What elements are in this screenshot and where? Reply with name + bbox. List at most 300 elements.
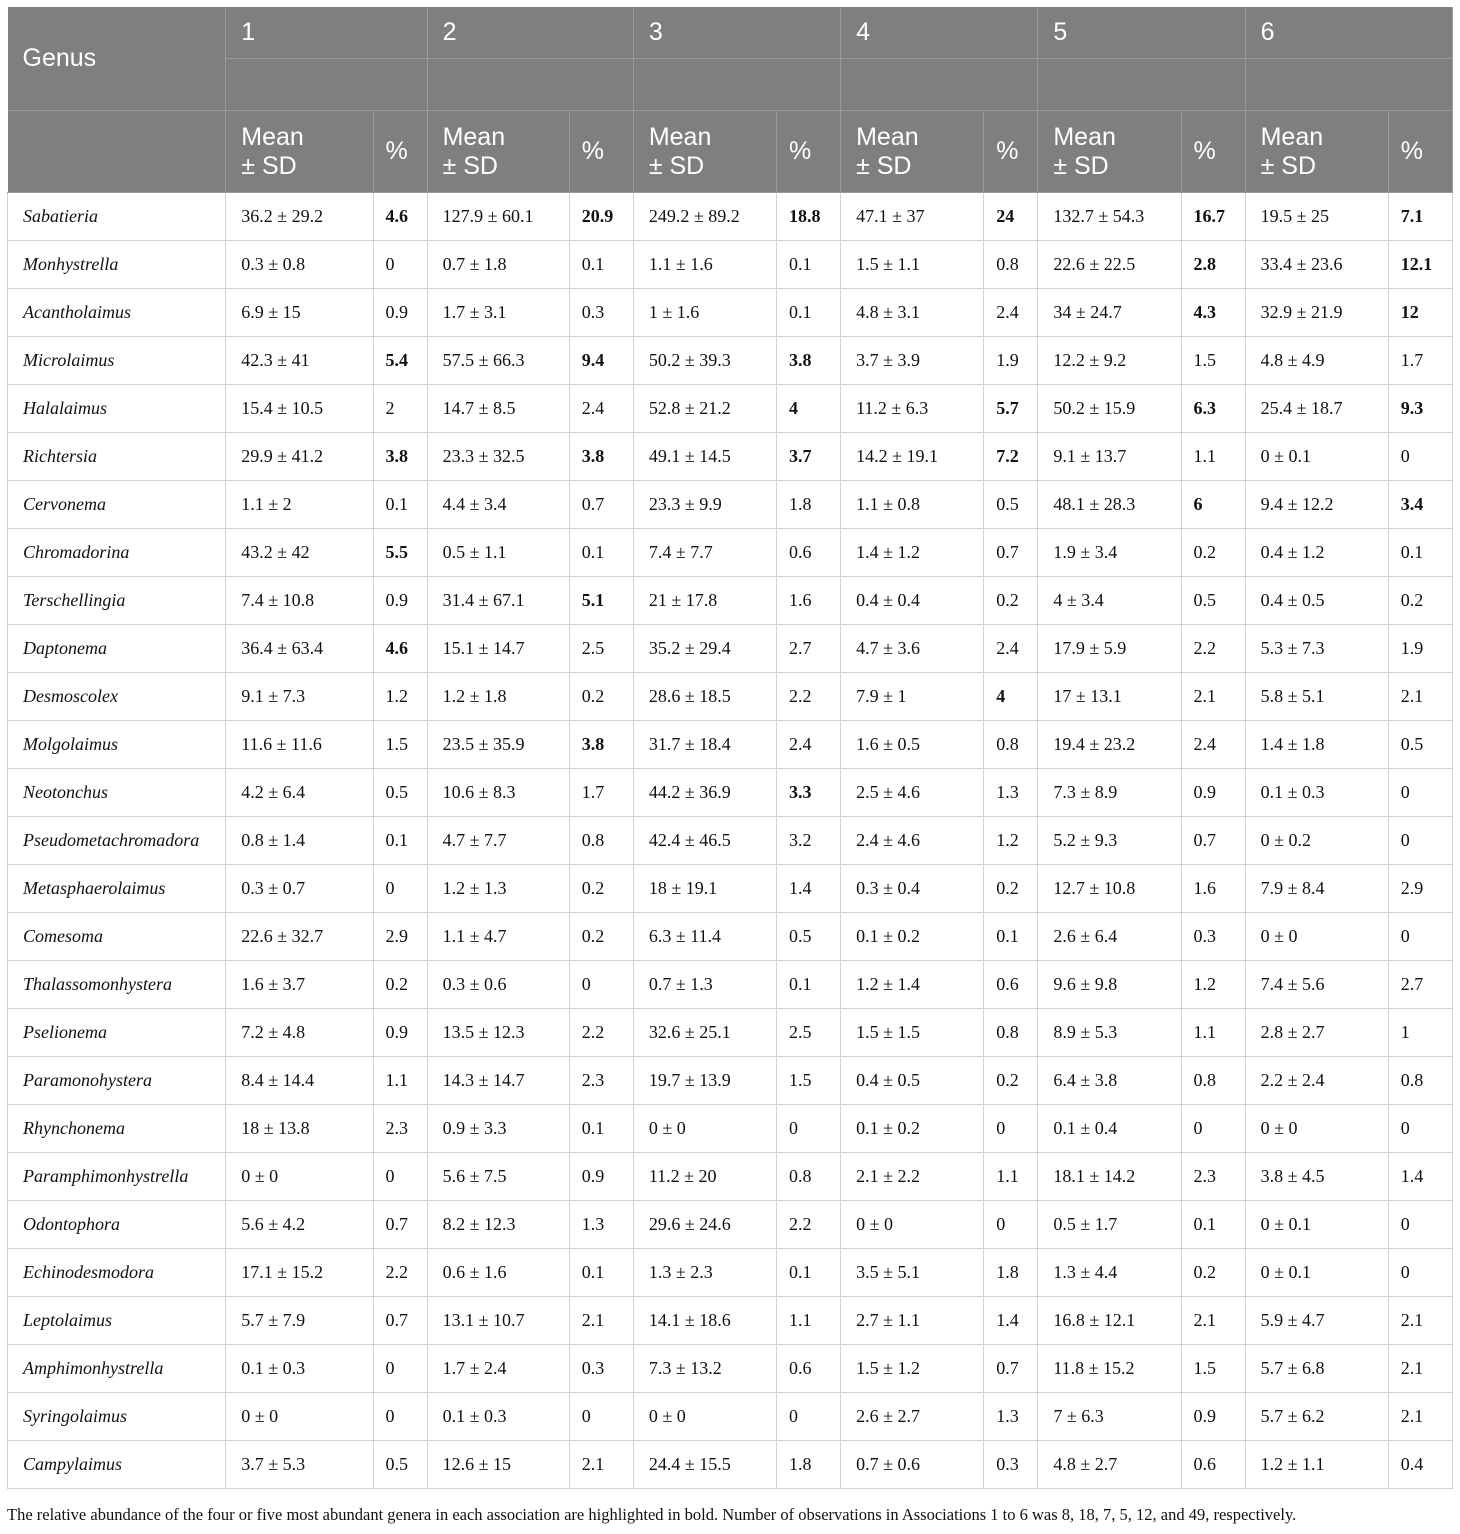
percent-cell: 0.1 bbox=[373, 481, 427, 529]
percent-cell: 0.8 bbox=[777, 1153, 841, 1201]
genus-cell: Cervonema bbox=[8, 481, 226, 529]
mean-sd-cell: 52.8 ± 21.2 bbox=[633, 385, 776, 433]
percent-cell: 0.3 bbox=[984, 1441, 1038, 1489]
percent-cell: 9.4 bbox=[569, 337, 633, 385]
percent-cell: 0.8 bbox=[984, 1009, 1038, 1057]
mean-sd-cell: 7.9 ± 1 bbox=[841, 673, 984, 721]
mean-sd-cell: 9.1 ± 7.3 bbox=[226, 673, 373, 721]
association-header: 6 bbox=[1245, 7, 1452, 59]
percent-cell: 0 bbox=[1181, 1105, 1245, 1153]
percent-cell: 0.5 bbox=[373, 1441, 427, 1489]
percent-cell: 0.3 bbox=[1181, 913, 1245, 961]
table-row bbox=[8, 1345, 1453, 1393]
mean-sd-cell: 0.6 ± 1.6 bbox=[427, 1249, 569, 1297]
table-row bbox=[8, 961, 1453, 1009]
mean-sd-cell: 19.7 ± 13.9 bbox=[633, 1057, 776, 1105]
header-spacer bbox=[633, 59, 840, 111]
mean-sd-cell: 132.7 ± 54.3 bbox=[1038, 193, 1181, 241]
mean-sd-cell: 1.7 ± 2.4 bbox=[427, 1345, 569, 1393]
mean-sd-cell: 0.3 ± 0.8 bbox=[226, 241, 373, 289]
percent-cell: 0 bbox=[984, 1105, 1038, 1153]
mean-sd-cell: 0.1 ± 0.2 bbox=[841, 1105, 984, 1153]
table-row bbox=[8, 1105, 1453, 1153]
mean-sd-header: Mean ± SD bbox=[427, 111, 569, 193]
mean-sd-cell: 2.2 ± 2.4 bbox=[1245, 1057, 1388, 1105]
mean-sd-cell: 44.2 ± 36.9 bbox=[633, 769, 776, 817]
mean-sd-cell: 11.6 ± 11.6 bbox=[226, 721, 373, 769]
percent-cell: 3.2 bbox=[777, 817, 841, 865]
table-row bbox=[8, 673, 1453, 721]
mean-sd-cell: 0.7 ± 0.6 bbox=[841, 1441, 984, 1489]
mean-sd-cell: 0.1 ± 0.4 bbox=[1038, 1105, 1181, 1153]
mean-sd-cell: 23.5 ± 35.9 bbox=[427, 721, 569, 769]
percent-cell: 16.7 bbox=[1181, 193, 1245, 241]
percent-cell: 3.8 bbox=[777, 337, 841, 385]
mean-sd-cell: 12.6 ± 15 bbox=[427, 1441, 569, 1489]
table-row bbox=[8, 385, 1453, 433]
percent-cell: 2.1 bbox=[1388, 1297, 1452, 1345]
percent-cell: 1.1 bbox=[777, 1297, 841, 1345]
percent-cell: 2.4 bbox=[984, 289, 1038, 337]
mean-sd-cell: 35.2 ± 29.4 bbox=[633, 625, 776, 673]
percent-cell: 9.3 bbox=[1388, 385, 1452, 433]
percent-cell: 0.9 bbox=[373, 1009, 427, 1057]
genus-cell: Neotonchus bbox=[8, 769, 226, 817]
mean-sd-cell: 249.2 ± 89.2 bbox=[633, 193, 776, 241]
percent-cell: 3.4 bbox=[1388, 481, 1452, 529]
genus-cell: Desmoscolex bbox=[8, 673, 226, 721]
percent-cell: 0.1 bbox=[777, 1249, 841, 1297]
genus-cell: Syringolaimus bbox=[8, 1393, 226, 1441]
mean-sd-cell: 50.2 ± 15.9 bbox=[1038, 385, 1181, 433]
mean-sd-cell: 0.3 ± 0.4 bbox=[841, 865, 984, 913]
table-row bbox=[8, 1441, 1453, 1489]
mean-sd-cell: 1.6 ± 3.7 bbox=[226, 961, 373, 1009]
percent-cell: 4.6 bbox=[373, 625, 427, 673]
percent-cell: 0.6 bbox=[777, 529, 841, 577]
mean-sd-cell: 12.7 ± 10.8 bbox=[1038, 865, 1181, 913]
table-row bbox=[8, 1249, 1453, 1297]
percent-cell: 0.3 bbox=[569, 1345, 633, 1393]
mean-sd-cell: 5.9 ± 4.7 bbox=[1245, 1297, 1388, 1345]
mean-sd-cell: 22.6 ± 22.5 bbox=[1038, 241, 1181, 289]
mean-sd-cell: 17.9 ± 5.9 bbox=[1038, 625, 1181, 673]
mean-sd-cell: 0.4 ± 0.4 bbox=[841, 577, 984, 625]
percent-cell: 1.7 bbox=[569, 769, 633, 817]
table-row bbox=[8, 193, 1453, 241]
table-row bbox=[8, 865, 1453, 913]
mean-sd-cell: 18.1 ± 14.2 bbox=[1038, 1153, 1181, 1201]
mean-sd-cell: 1.6 ± 0.5 bbox=[841, 721, 984, 769]
percent-cell: 0 bbox=[777, 1393, 841, 1441]
percent-cell: 1 bbox=[1388, 1009, 1452, 1057]
percent-cell: 2.1 bbox=[1388, 673, 1452, 721]
table-row bbox=[8, 577, 1453, 625]
mean-sd-cell: 0 ± 0 bbox=[841, 1201, 984, 1249]
association-header: 2 bbox=[427, 7, 633, 59]
genus-cell: Leptolaimus bbox=[8, 1297, 226, 1345]
mean-sd-cell: 29.9 ± 41.2 bbox=[226, 433, 373, 481]
percent-cell: 1.5 bbox=[777, 1057, 841, 1105]
mean-sd-cell: 4.2 ± 6.4 bbox=[226, 769, 373, 817]
percent-cell: 1.1 bbox=[1181, 433, 1245, 481]
mean-sd-cell: 1.3 ± 4.4 bbox=[1038, 1249, 1181, 1297]
percent-cell: 0.5 bbox=[984, 481, 1038, 529]
percent-cell: 1.4 bbox=[1388, 1153, 1452, 1201]
mean-sd-cell: 7.9 ± 8.4 bbox=[1245, 865, 1388, 913]
percent-cell: 2.4 bbox=[777, 721, 841, 769]
percent-cell: 2.3 bbox=[373, 1105, 427, 1153]
percent-cell: 0.2 bbox=[1388, 577, 1452, 625]
genus-cell: Terschellingia bbox=[8, 577, 226, 625]
table-header bbox=[8, 7, 1453, 193]
percent-cell: 0.1 bbox=[777, 961, 841, 1009]
mean-sd-cell: 7.4 ± 5.6 bbox=[1245, 961, 1388, 1009]
mean-sd-cell: 1.5 ± 1.2 bbox=[841, 1345, 984, 1393]
mean-sd-cell: 15.4 ± 10.5 bbox=[226, 385, 373, 433]
mean-sd-cell: 2.5 ± 4.6 bbox=[841, 769, 984, 817]
percent-cell: 0.1 bbox=[777, 289, 841, 337]
percent-cell: 4 bbox=[984, 673, 1038, 721]
mean-sd-cell: 1.5 ± 1.1 bbox=[841, 241, 984, 289]
percent-cell: 0.8 bbox=[984, 241, 1038, 289]
mean-sd-cell: 7.2 ± 4.8 bbox=[226, 1009, 373, 1057]
mean-sd-cell: 10.6 ± 8.3 bbox=[427, 769, 569, 817]
mean-sd-cell: 23.3 ± 32.5 bbox=[427, 433, 569, 481]
percent-header: % bbox=[984, 111, 1038, 193]
table-row bbox=[8, 817, 1453, 865]
mean-sd-cell: 43.2 ± 42 bbox=[226, 529, 373, 577]
percent-cell: 12.1 bbox=[1388, 241, 1452, 289]
percent-cell: 1.3 bbox=[569, 1201, 633, 1249]
mean-sd-cell: 0.4 ± 0.5 bbox=[841, 1057, 984, 1105]
mean-sd-cell: 0 ± 0.1 bbox=[1245, 433, 1388, 481]
percent-header: % bbox=[777, 111, 841, 193]
percent-cell: 1.2 bbox=[1181, 961, 1245, 1009]
percent-cell: 1.3 bbox=[984, 769, 1038, 817]
percent-cell: 1.4 bbox=[984, 1297, 1038, 1345]
mean-sd-cell: 4.4 ± 3.4 bbox=[427, 481, 569, 529]
mean-sd-cell: 0.1 ± 0.3 bbox=[427, 1393, 569, 1441]
genus-cell: Microlaimus bbox=[8, 337, 226, 385]
mean-sd-cell: 1.4 ± 1.8 bbox=[1245, 721, 1388, 769]
percent-cell: 0.1 bbox=[569, 529, 633, 577]
percent-cell: 2.2 bbox=[373, 1249, 427, 1297]
mean-sd-cell: 16.8 ± 12.1 bbox=[1038, 1297, 1181, 1345]
percent-cell: 0.2 bbox=[984, 1057, 1038, 1105]
percent-cell: 0.1 bbox=[984, 913, 1038, 961]
percent-cell: 2.5 bbox=[777, 1009, 841, 1057]
percent-cell: 5.7 bbox=[984, 385, 1038, 433]
percent-cell: 1.8 bbox=[777, 1441, 841, 1489]
percent-cell: 0 bbox=[373, 1393, 427, 1441]
genus-cell: Pseudometachromadora bbox=[8, 817, 226, 865]
mean-sd-cell: 5.7 ± 6.2 bbox=[1245, 1393, 1388, 1441]
mean-sd-cell: 7.4 ± 7.7 bbox=[633, 529, 776, 577]
percent-cell: 0.9 bbox=[569, 1153, 633, 1201]
association-header: 3 bbox=[633, 7, 840, 59]
mean-sd-cell: 36.2 ± 29.2 bbox=[226, 193, 373, 241]
mean-sd-cell: 6.4 ± 3.8 bbox=[1038, 1057, 1181, 1105]
mean-sd-cell: 6.9 ± 15 bbox=[226, 289, 373, 337]
genus-cell: Acantholaimus bbox=[8, 289, 226, 337]
percent-cell: 0 bbox=[569, 1393, 633, 1441]
percent-cell: 1.1 bbox=[984, 1153, 1038, 1201]
genus-cell: Campylaimus bbox=[8, 1441, 226, 1489]
mean-sd-cell: 1.1 ± 0.8 bbox=[841, 481, 984, 529]
mean-sd-header: Mean ± SD bbox=[226, 111, 373, 193]
mean-sd-cell: 9.4 ± 12.2 bbox=[1245, 481, 1388, 529]
percent-cell: 0.2 bbox=[373, 961, 427, 1009]
percent-cell: 1.1 bbox=[373, 1057, 427, 1105]
mean-sd-cell: 8.2 ± 12.3 bbox=[427, 1201, 569, 1249]
mean-sd-cell: 1.2 ± 1.1 bbox=[1245, 1441, 1388, 1489]
percent-cell: 0 bbox=[373, 241, 427, 289]
mean-sd-cell: 5.7 ± 6.8 bbox=[1245, 1345, 1388, 1393]
mean-sd-cell: 1.5 ± 1.5 bbox=[841, 1009, 984, 1057]
mean-sd-cell: 29.6 ± 24.6 bbox=[633, 1201, 776, 1249]
mean-sd-cell: 1.9 ± 3.4 bbox=[1038, 529, 1181, 577]
mean-sd-cell: 0 ± 0 bbox=[1245, 913, 1388, 961]
table-row bbox=[8, 289, 1453, 337]
mean-sd-cell: 0 ± 0.1 bbox=[1245, 1249, 1388, 1297]
percent-cell: 2.2 bbox=[777, 1201, 841, 1249]
percent-cell: 0.2 bbox=[984, 577, 1038, 625]
percent-cell: 0 bbox=[1388, 913, 1452, 961]
percent-cell: 0 bbox=[1388, 433, 1452, 481]
percent-cell: 0.7 bbox=[984, 529, 1038, 577]
percent-cell: 1.3 bbox=[984, 1393, 1038, 1441]
mean-sd-cell: 4 ± 3.4 bbox=[1038, 577, 1181, 625]
mean-sd-header: Mean ± SD bbox=[841, 111, 984, 193]
mean-sd-cell: 0.1 ± 0.2 bbox=[841, 913, 984, 961]
percent-cell: 0.2 bbox=[1181, 1249, 1245, 1297]
percent-cell: 0.1 bbox=[569, 1249, 633, 1297]
header-spacer bbox=[427, 59, 633, 111]
mean-sd-header: Mean ± SD bbox=[633, 111, 776, 193]
percent-cell: 3.7 bbox=[777, 433, 841, 481]
table-row bbox=[8, 1057, 1453, 1105]
genus-cell: Paramphimonhystrella bbox=[8, 1153, 226, 1201]
percent-header: % bbox=[569, 111, 633, 193]
percent-cell: 0 bbox=[777, 1105, 841, 1153]
percent-cell: 0 bbox=[1388, 1201, 1452, 1249]
mean-sd-cell: 2.7 ± 1.1 bbox=[841, 1297, 984, 1345]
genus-cell: Thalassomonhystera bbox=[8, 961, 226, 1009]
percent-cell: 0.1 bbox=[569, 241, 633, 289]
mean-sd-cell: 4.8 ± 4.9 bbox=[1245, 337, 1388, 385]
percent-cell: 1.4 bbox=[777, 865, 841, 913]
percent-cell: 18.8 bbox=[777, 193, 841, 241]
mean-sd-cell: 31.7 ± 18.4 bbox=[633, 721, 776, 769]
genus-cell: Sabatieria bbox=[8, 193, 226, 241]
genus-cell: Odontophora bbox=[8, 1201, 226, 1249]
mean-sd-cell: 14.3 ± 14.7 bbox=[427, 1057, 569, 1105]
percent-cell: 0.8 bbox=[1388, 1057, 1452, 1105]
mean-sd-cell: 0.7 ± 1.3 bbox=[633, 961, 776, 1009]
percent-cell: 6.3 bbox=[1181, 385, 1245, 433]
mean-sd-cell: 9.1 ± 13.7 bbox=[1038, 433, 1181, 481]
percent-cell: 0.9 bbox=[1181, 1393, 1245, 1441]
mean-sd-cell: 33.4 ± 23.6 bbox=[1245, 241, 1388, 289]
percent-cell: 2.5 bbox=[569, 625, 633, 673]
percent-cell: 0.5 bbox=[777, 913, 841, 961]
mean-sd-cell: 1.1 ± 1.6 bbox=[633, 241, 776, 289]
percent-cell: 0.1 bbox=[1388, 529, 1452, 577]
genus-cell: Rhynchonema bbox=[8, 1105, 226, 1153]
association-header: 1 bbox=[226, 7, 427, 59]
mean-sd-cell: 12.2 ± 9.2 bbox=[1038, 337, 1181, 385]
mean-sd-cell: 5.2 ± 9.3 bbox=[1038, 817, 1181, 865]
mean-sd-cell: 4.8 ± 2.7 bbox=[1038, 1441, 1181, 1489]
mean-sd-cell: 3.7 ± 5.3 bbox=[226, 1441, 373, 1489]
mean-sd-cell: 32.9 ± 21.9 bbox=[1245, 289, 1388, 337]
percent-cell: 0.1 bbox=[569, 1105, 633, 1153]
header-spacer bbox=[8, 111, 226, 193]
mean-sd-cell: 2.6 ± 6.4 bbox=[1038, 913, 1181, 961]
mean-sd-cell: 0.5 ± 1.7 bbox=[1038, 1201, 1181, 1249]
percent-cell: 12 bbox=[1388, 289, 1452, 337]
percent-cell: 0.1 bbox=[1181, 1201, 1245, 1249]
mean-sd-cell: 0 ± 0 bbox=[226, 1153, 373, 1201]
table-row bbox=[8, 913, 1453, 961]
genus-cell: Metasphaerolaimus bbox=[8, 865, 226, 913]
association-header: 4 bbox=[841, 7, 1038, 59]
percent-cell: 2.4 bbox=[1181, 721, 1245, 769]
percent-cell: 0 bbox=[1388, 1105, 1452, 1153]
percent-cell: 7.2 bbox=[984, 433, 1038, 481]
percent-cell: 4.3 bbox=[1181, 289, 1245, 337]
mean-sd-cell: 17.1 ± 15.2 bbox=[226, 1249, 373, 1297]
mean-sd-cell: 34 ± 24.7 bbox=[1038, 289, 1181, 337]
genus-cell: Halalaimus bbox=[8, 385, 226, 433]
mean-sd-cell: 1.1 ± 4.7 bbox=[427, 913, 569, 961]
percent-cell: 0 bbox=[984, 1201, 1038, 1249]
header-spacer bbox=[1038, 59, 1245, 111]
mean-sd-cell: 4.7 ± 7.7 bbox=[427, 817, 569, 865]
mean-sd-cell: 2.6 ± 2.7 bbox=[841, 1393, 984, 1441]
percent-cell: 1.8 bbox=[984, 1249, 1038, 1297]
percent-cell: 5.5 bbox=[373, 529, 427, 577]
genus-cell: Paramonohystera bbox=[8, 1057, 226, 1105]
mean-sd-cell: 5.6 ± 4.2 bbox=[226, 1201, 373, 1249]
percent-cell: 0.9 bbox=[373, 289, 427, 337]
mean-sd-cell: 3.8 ± 4.5 bbox=[1245, 1153, 1388, 1201]
percent-cell: 20.9 bbox=[569, 193, 633, 241]
mean-sd-cell: 0.4 ± 1.2 bbox=[1245, 529, 1388, 577]
mean-sd-cell: 15.1 ± 14.7 bbox=[427, 625, 569, 673]
genus-cell: Daptonema bbox=[8, 625, 226, 673]
percent-cell: 3.8 bbox=[569, 433, 633, 481]
percent-cell: 4 bbox=[777, 385, 841, 433]
percent-cell: 1.2 bbox=[373, 673, 427, 721]
percent-cell: 0.2 bbox=[569, 913, 633, 961]
header-spacer bbox=[841, 59, 1038, 111]
percent-cell: 24 bbox=[984, 193, 1038, 241]
percent-cell: 3.8 bbox=[373, 433, 427, 481]
mean-sd-cell: 0 ± 0 bbox=[1245, 1105, 1388, 1153]
mean-sd-cell: 48.1 ± 28.3 bbox=[1038, 481, 1181, 529]
mean-sd-cell: 1 ± 1.6 bbox=[633, 289, 776, 337]
table-body bbox=[8, 193, 1453, 1489]
percent-cell: 2.1 bbox=[1181, 673, 1245, 721]
mean-sd-cell: 2.8 ± 2.7 bbox=[1245, 1009, 1388, 1057]
percent-cell: 2.1 bbox=[1388, 1345, 1452, 1393]
mean-sd-cell: 14.7 ± 8.5 bbox=[427, 385, 569, 433]
percent-cell: 6 bbox=[1181, 481, 1245, 529]
mean-sd-cell: 24.4 ± 15.5 bbox=[633, 1441, 776, 1489]
genus-cell: Chromadorina bbox=[8, 529, 226, 577]
percent-cell: 4.6 bbox=[373, 193, 427, 241]
mean-sd-cell: 0 ± 0.1 bbox=[1245, 1201, 1388, 1249]
data-table bbox=[7, 7, 1453, 1489]
percent-cell: 0.6 bbox=[777, 1345, 841, 1393]
percent-cell: 0.8 bbox=[569, 817, 633, 865]
percent-cell: 2.3 bbox=[1181, 1153, 1245, 1201]
percent-cell: 0.2 bbox=[569, 865, 633, 913]
mean-sd-cell: 3.5 ± 5.1 bbox=[841, 1249, 984, 1297]
genus-cell: Richtersia bbox=[8, 433, 226, 481]
percent-cell: 3.3 bbox=[777, 769, 841, 817]
header-spacer bbox=[1245, 59, 1452, 111]
mean-sd-cell: 4.7 ± 3.6 bbox=[841, 625, 984, 673]
mean-sd-cell: 0.9 ± 3.3 bbox=[427, 1105, 569, 1153]
mean-sd-cell: 7.3 ± 8.9 bbox=[1038, 769, 1181, 817]
mean-sd-cell: 17 ± 13.1 bbox=[1038, 673, 1181, 721]
mean-sd-cell: 11.2 ± 6.3 bbox=[841, 385, 984, 433]
percent-cell: 0 bbox=[1388, 1249, 1452, 1297]
percent-cell: 0.9 bbox=[373, 577, 427, 625]
percent-cell: 1.8 bbox=[777, 481, 841, 529]
mean-sd-cell: 0.3 ± 0.7 bbox=[226, 865, 373, 913]
mean-sd-cell: 23.3 ± 9.9 bbox=[633, 481, 776, 529]
mean-sd-cell: 21 ± 17.8 bbox=[633, 577, 776, 625]
percent-cell: 0.5 bbox=[373, 769, 427, 817]
percent-cell: 1.6 bbox=[1181, 865, 1245, 913]
percent-cell: 0.7 bbox=[373, 1201, 427, 1249]
percent-cell: 0.3 bbox=[569, 289, 633, 337]
percent-cell: 1.9 bbox=[1388, 625, 1452, 673]
table-footnote: The relative abundance of the four or five most abundant genera in each association are highlighted in bold. Number of observations in Associations 1 to 6 was 8, 18, 7, 5, 12, and 49, respectively. bbox=[7, 1505, 1297, 1524]
percent-cell: 0.7 bbox=[1181, 817, 1245, 865]
percent-cell: 2.4 bbox=[984, 625, 1038, 673]
mean-sd-cell: 13.5 ± 12.3 bbox=[427, 1009, 569, 1057]
mean-sd-cell: 0 ± 0 bbox=[633, 1105, 776, 1153]
percent-cell: 1.7 bbox=[1388, 337, 1452, 385]
mean-sd-cell: 14.2 ± 19.1 bbox=[841, 433, 984, 481]
percent-cell: 2.1 bbox=[1181, 1297, 1245, 1345]
percent-cell: 0 bbox=[1388, 817, 1452, 865]
mean-sd-cell: 25.4 ± 18.7 bbox=[1245, 385, 1388, 433]
mean-sd-cell: 49.1 ± 14.5 bbox=[633, 433, 776, 481]
mean-sd-cell: 0.1 ± 0.3 bbox=[226, 1345, 373, 1393]
percent-cell: 0 bbox=[373, 1345, 427, 1393]
mean-sd-cell: 6.3 ± 11.4 bbox=[633, 913, 776, 961]
percent-cell: 0 bbox=[569, 961, 633, 1009]
percent-cell: 1.9 bbox=[984, 337, 1038, 385]
mean-sd-cell: 1.2 ± 1.4 bbox=[841, 961, 984, 1009]
percent-cell: 0.7 bbox=[984, 1345, 1038, 1393]
percent-cell: 1.1 bbox=[1181, 1009, 1245, 1057]
mean-sd-cell: 18 ± 13.8 bbox=[226, 1105, 373, 1153]
percent-header: % bbox=[373, 111, 427, 193]
table-row bbox=[8, 529, 1453, 577]
table-row bbox=[8, 433, 1453, 481]
mean-sd-cell: 5.8 ± 5.1 bbox=[1245, 673, 1388, 721]
mean-sd-cell: 0.4 ± 0.5 bbox=[1245, 577, 1388, 625]
genus-cell: Amphimonhystrella bbox=[8, 1345, 226, 1393]
percent-cell: 2.1 bbox=[569, 1297, 633, 1345]
